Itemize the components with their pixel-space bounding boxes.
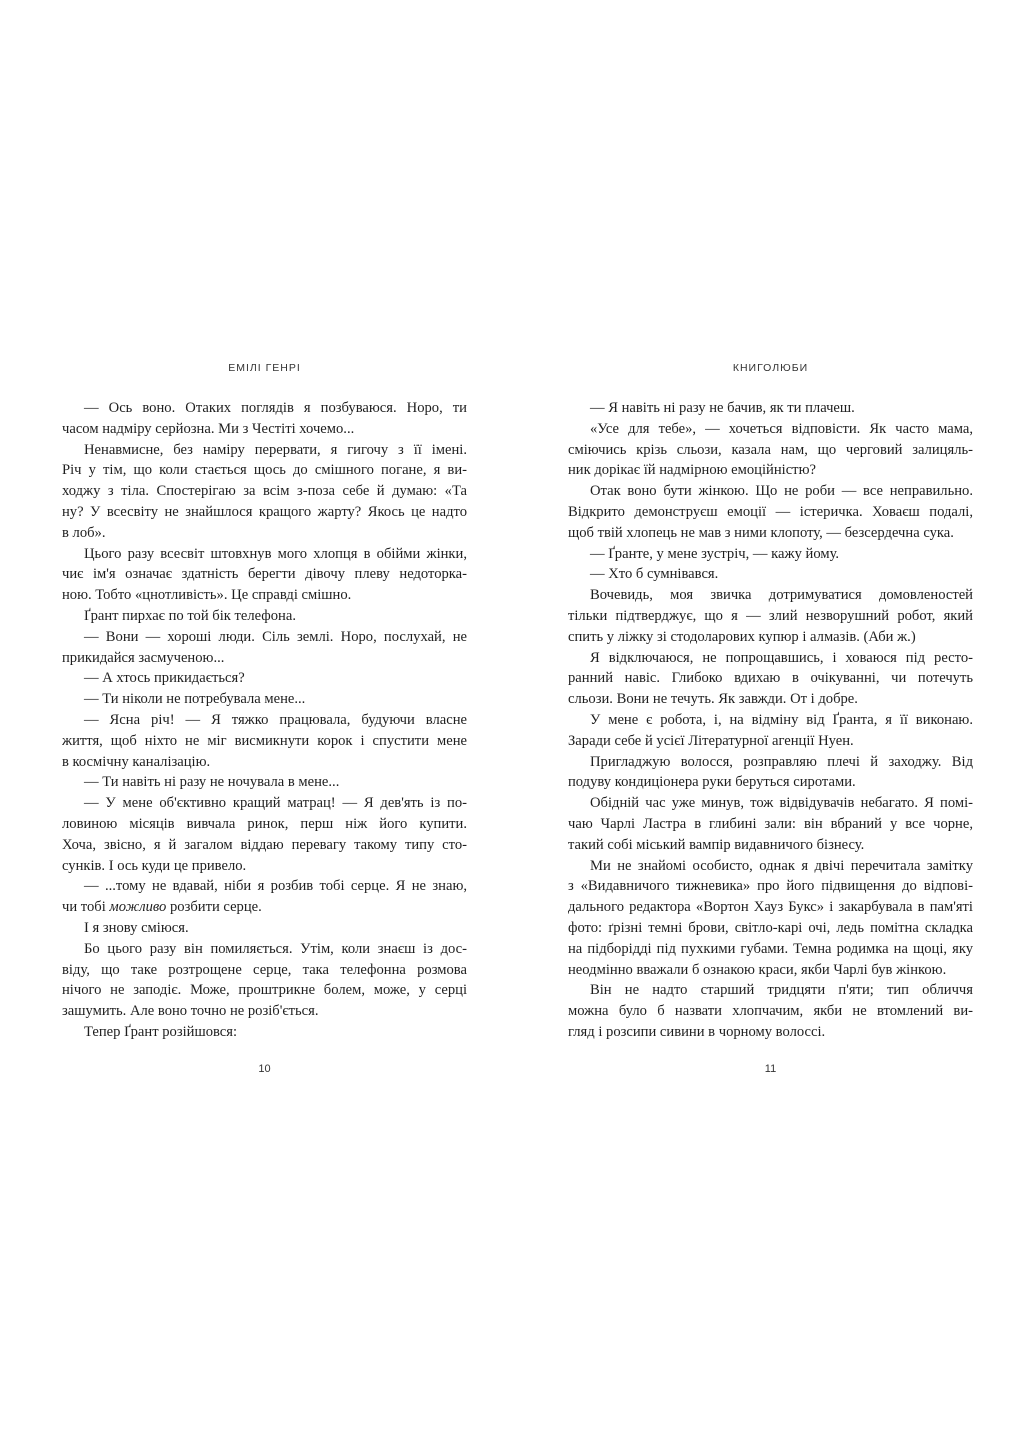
right-page-body-text [568,398,973,1043]
text-line: ловиною місяців вивчала ринок, перш ніж його купити. [62,815,467,832]
text-line: ник дорікає їй надмірною емоційністю? [568,462,816,479]
running-head-author: ЕМІЛІ ГЕНРІ [228,362,301,374]
text-line: фото: ґрізні темні брови, світло-карі очі, ледь помітна складка [568,919,973,936]
text-line: — А хтось прикидається? [84,670,245,687]
text-line: нічого не заподіє. Може, проштрикне болем, може, у серці [62,982,467,999]
text-line: Ґрант пирхає по той бік телефона. [84,607,296,624]
text-line: — Хто б сумнівався. [590,566,719,583]
text-line: в космічну каналізацію. [62,753,211,770]
text-line: з «Видавничого тижневика» про його підвищення до відпові- [568,878,973,895]
text-line: подуву кондиціонера руки беруться сиротами. [568,774,856,791]
text-line: можна було б назвати хлопчачим, якби не втомлений ви- [568,1003,973,1020]
text-line: Обідній час уже минув, тож відвідувачів небагато. Я помі- [590,795,973,812]
text-segment: розбити серце. [166,899,262,916]
text-line: — Ти навіть ні разу не ночувала в мене... [84,774,340,791]
page-number-left: 10 [258,1063,271,1075]
text-line: чиє ім'я означає здатність берегти дівочу плеву недоторка- [62,566,467,583]
running-head-title: КНИГОЛЮБИ [732,362,809,374]
text-line: — Ясна річ! — Я тяжко працювала, будуючи власне [84,711,467,728]
text-line: неодмінно вважали б ознакою краси, якби Чарлі був жінкою. [568,961,947,978]
text-line: на підборідді під пухкими губами. Темна родимка на щоці, яку [568,940,973,957]
text-line: сунків. І ось куди це привело. [62,857,247,874]
text-line: «Усе для тебе», — хочеться відповісти. Як часто мама, [590,420,973,437]
text-line: Ненавмисне, без наміру перервати, я гигочу з її імені. [84,441,467,458]
text-line: дального редактора «Вортон Хауз Букс» і закарбувала в пам'яті [568,899,973,916]
text-line: ранний навіс. Глибоко вдихаю в очікуванні, чи потечуть [568,670,973,687]
text-line: чаю Чарлі Ластра в глибині зали: він вбраний у все чорне, [568,815,973,832]
text-line: Він не надто старший тридцяти п'яти; тип обличчя [590,982,973,999]
left-page-body-text [62,398,467,1043]
text-line: — Ти ніколи не потребувала мене... [84,691,306,708]
text-line: — У мене об'єктивно кращий матрац! — Я дев'ять із по- [84,795,467,812]
text-line: в лоб». [62,524,106,541]
text-line: І я знову сміюся. [84,919,189,936]
text-line: Хоча, звісно, я й загалом віддаю перевагу такому типу сто- [62,836,467,853]
text-line: Відкрито демонструєш емоції — істеричка. Ховаєш подалі, [568,503,973,520]
text-line: Я відключаюся, не попрощавшись, і ховаюся під ресто- [590,649,973,666]
italic-emphasis: можливо [109,899,167,916]
text-line: Бо цього разу він помиляється. Утім, коли знаєш із дос- [84,940,467,957]
page-number-right: 11 [764,1063,777,1075]
text-line: ходжу з тіла. Спостерігаю за всім з-поза себе й думаю: «Та [62,483,467,500]
text-line: — Ось воно. Отаких поглядів я позбуваюся. Норо, ти [84,400,467,416]
text-line: У мене є робота, і, на відміну від Ґранта, я її виконаю. [590,711,973,728]
text-line: сміючись крізь сльози, казала нам, що черговий залицяль- [568,441,973,458]
text-line: часом надміру серйозна. Ми з Честіті хочемо... [62,420,355,437]
text-line: — Вони — хороші люди. Сіль землі. Норо, послухай, не [84,628,467,645]
text-line: прикидайся засмученою... [62,649,225,666]
text-line: тільки підтверджує, що я — злий незворушний робот, який [568,607,973,624]
text-line: — Ґранте, у мене зустріч, — кажу йому. [590,545,840,562]
text-line: Ми не знайомі особисто, однак я двічі перечитала замітку [590,857,973,874]
text-line: Цього разу всесвіт штовхнув мого хлопця в обійми жінки, [84,545,467,562]
text-line: — Я навіть ні разу не бачив, як ти плачеш. [590,400,855,416]
text-line: такий собі міський вампір видавничого бізнесу. [568,836,865,853]
text-line: гляд і розсипи сивини в чорному волоссі. [568,1023,826,1040]
text-line: життя, щоб ніхто не міг висмикнути корок і спустити мене [62,732,467,749]
text-line: віду, що таке розтрощене серце, така телефонна розмова [62,961,467,978]
text-segment: чи тобі [62,899,106,916]
text-line: Пригладжую волосся, розправляю плечі й заходжу. Від [590,753,973,770]
text-line: зашумить. Але воно точно не розіб'ється. [62,1003,319,1020]
text-line: Вочевидь, моя звичка дотримуватися домовленостей [590,587,973,604]
text-line: Заради себе й усієї Літературної агенції Нуен. [568,732,854,749]
text-line: ну? У всесвіту не знайшлося кращого жарту? Якось це надто [62,503,467,520]
text-line: — ...тому не вдавай, ніби я розбив тобі серце. Я не знаю, [84,878,467,895]
text-line: Річ у тім, що коли стається щось до смішного погане, я ви- [62,462,467,479]
text-line: щоб твій хлопець не мав з ними клопоту, — безсердечна сука. [568,524,954,541]
text-line [62,897,467,918]
text-line: сльози. Вони не течуть. Як завжди. От і добре. [568,691,858,708]
text-line: Тепер Ґрант розійшовся: [84,1023,238,1040]
text-line: спить у ліжку зі стодоларових купюр і алмазів. (Аби ж.) [568,628,916,645]
text-line: ною. Тобто «цнотливість». Це справді смішно. [62,587,352,604]
text-line: Отак воно бути жінкою. Що не роби — все неправильно. [590,483,973,500]
